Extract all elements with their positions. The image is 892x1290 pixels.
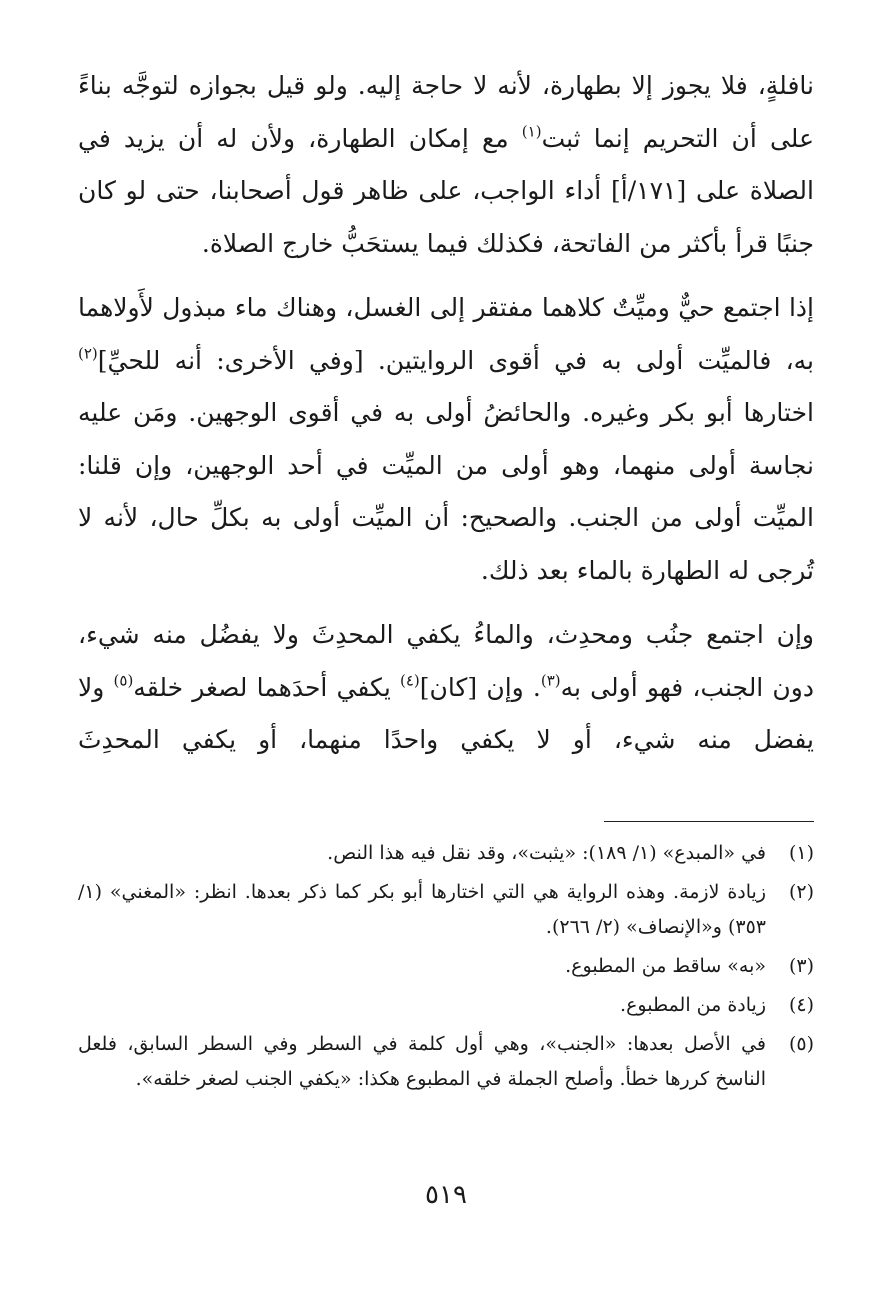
paragraph-2-text-a: إذا اجتمع حيٌّ وميِّتٌ كلاهما مفتقر إلى الغسل، وهناك ماء مبذول لأَولاهما به، فالميِّت أولى به في أقوى الروايتين. [وفي الأخرى: أنه للحيِّ] [78,293,814,375]
paragraph-1 [78,60,814,270]
footnote-number: (٣) [788,955,814,977]
footnote-3 [78,949,814,984]
footnote-5 [78,1027,814,1097]
footnote-ref-1[interactable]: (١) [521,122,542,140]
footnote-text: في الأصل بعدها: «الجنب»، وهي أول كلمة في السطر وفي السطر السابق، فلعل الناسخ كررها خطأ. وأصلح الجملة في المطبوع هكذا: «يكفي الجنب لصغر خلقه». [78,1033,766,1090]
footnote-number: (٥) [788,1033,814,1055]
footnote-number: (٢) [788,881,814,903]
paragraph-1-text-a: نافلةٍ، فلا يجوز إلا بطهارة، لأنه لا حاجة إليه. ولو قيل بجوازه لتوجَّه بناءً على أن التحريم إنما ثبت [78,71,814,153]
footnote-1 [78,836,814,871]
footnote-ref-5[interactable]: (٥) [113,671,134,689]
footnote-separator [604,821,814,822]
footnote-number: (١) [788,842,814,864]
footnote-ref-2[interactable]: (٢) [78,344,98,362]
footnote-ref-4[interactable]: (٤) [399,671,420,689]
main-text [78,60,814,767]
paragraph-3-text-b: . وإن [كان] [419,672,541,702]
footnotes [78,836,814,1101]
footnote-4 [78,988,814,1023]
footnote-text: «به» ساقط من المطبوع. [565,955,766,977]
footnote-ref-3[interactable]: (٣) [540,671,561,689]
paragraph-2 [78,282,814,597]
footnote-text: زيادة لازمة. وهذه الرواية هي التي اختارها أبو بكر كما ذكر بعدها. انظر: «المغني» (١/ ٣٥٣) و«الإنصاف» (٢/ ٢٦٦). [78,881,766,938]
paragraph-1-text-b: مع إمكان الطهارة، ولأن له أن يزيد في الصلاة على [١٧١/أ] أداء الواجب، على ظاهر قول أصحابنا، حتى لو كان جنبًا قرأ بأكثر من الفاتحة، فكذلك فيما يستحَبُّ خارج الصلاة. [78,123,814,258]
page-number: ٥١٩ [425,1180,467,1210]
footnote-text: زيادة من المطبوع. [620,994,766,1016]
paragraph-2-text-b: اختارها أبو بكر وغيره. والحائضُ أولى به في أقوى الوجهين. ومَن عليه نجاسة أولى منهما، وهو أولى من الميِّت في أحد الوجهين، وإن قلنا: الميِّت أولى من الجنب. والصحيح: أن الميِّت أولى به بكلِّ حال، لأنه لا تُرجى له الطهارة بالماء بعد ذلك. [78,398,814,585]
paragraph-3-text-d: ولا يفضل منه شيء، أو لا يكفي واحدًا منهما، أو يكفي المحدِثَ [78,672,814,754]
paragraph-3-text-a: وإن اجتمع جنُب ومحدِث، والماءُ يكفي المحدِثَ ولا يفضُل منه شيء، دون الجنب، فهو أولى به [78,620,814,702]
footnote-number: (٤) [788,994,814,1016]
footnote-text: في «المبدع» (١/ ١٨٩): «يثبت»، وقد نقل فيه هذا النص. [327,842,766,864]
paragraph-3 [78,609,814,767]
paragraph-3-text-c: يكفي أحدَهما لصغر خلقه [133,672,400,702]
footnote-2 [78,875,814,945]
